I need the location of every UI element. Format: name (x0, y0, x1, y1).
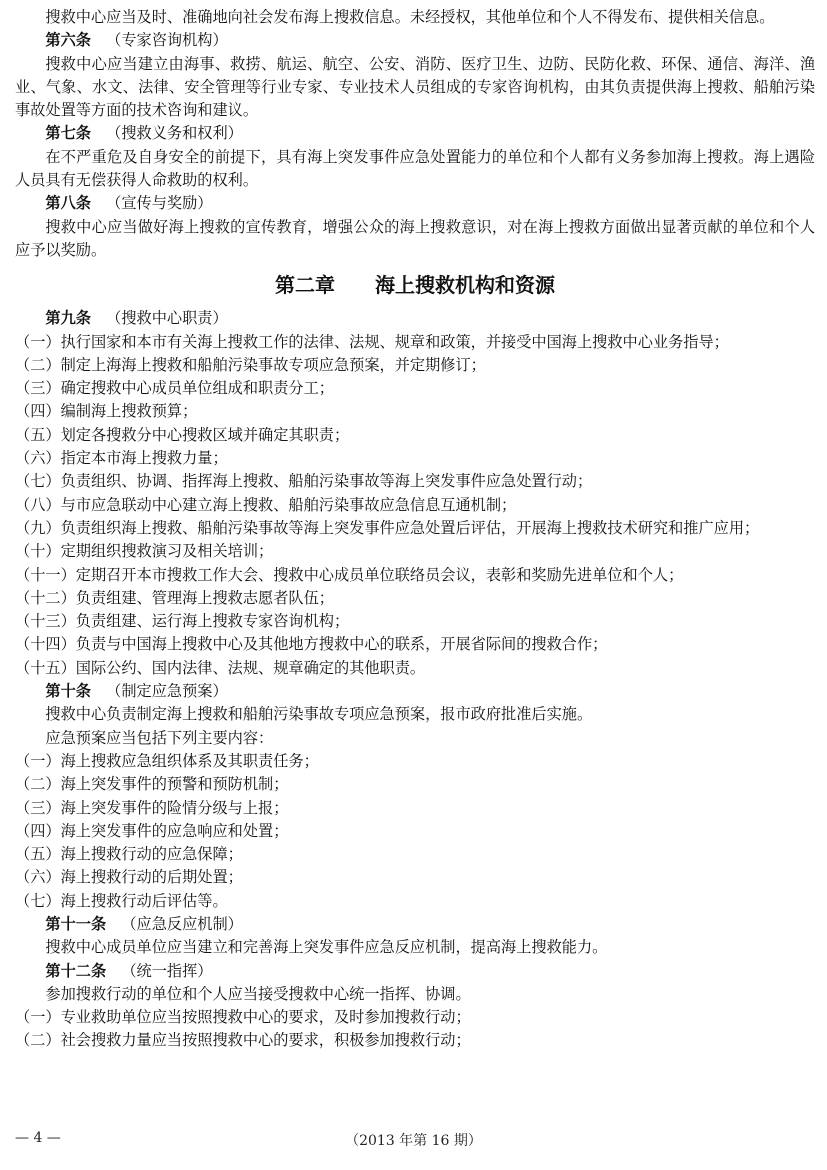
paragraph: 搜救中心负责制定海上搜救和船舶污染事故专项应急预案，报市政府批准后实施。 (45, 705, 593, 724)
article-number: 第十二条 (45, 961, 107, 980)
list-item: （十五）国际公约、国内法律、法规、规章确定的其他职责。 (15, 658, 426, 677)
list-item: （一）执行国家和本市有关海上搜救工作的法律、法规、规章和政策，并接受中国海上搜救中心业务指导； (15, 332, 729, 351)
list-item: （六）指定本市海上搜救力量； (15, 449, 228, 468)
article-number: 第十条 (45, 682, 91, 701)
article-number: 第九条 (45, 309, 91, 328)
article-heading (15, 913, 815, 936)
list-item: （十三）负责组建、运行海上搜救专家咨询机构； (15, 612, 350, 631)
article-heading (15, 122, 815, 145)
list-item: （十）定期组织搜救演习及相关培训； (15, 542, 274, 561)
list-item: （五）海上搜救行动的应急保障； (15, 845, 243, 864)
list-item: （四）海上突发事件的应急响应和处置； (15, 821, 289, 840)
article-title: （专家咨询机构） (106, 31, 228, 50)
article-title: （制定应急预案） (106, 682, 228, 701)
article-number: 第十一条 (45, 914, 107, 933)
page-number: — 4 — (15, 1130, 61, 1146)
list-item: （七）海上搜救行动后评估等。 (15, 891, 228, 910)
chapter-heading (15, 269, 815, 301)
list-item: （四）编制海上搜救预算； (15, 402, 198, 421)
list-item: （三）海上突发事件的险情分级与上报； (15, 798, 289, 817)
paragraph: 搜救中心应当及时、准确地向社会发布海上搜救信息。未经授权，其他单位和个人不得发布、提供相关信息。 (45, 8, 775, 26)
article-title: （应急反应机制） (121, 914, 243, 933)
list-item: （十四）负责与中国海上搜救中心及其他地方搜救中心的联系，开展省际间的搜救合作； (15, 635, 608, 654)
chapter-number: 第二章 (275, 273, 335, 298)
article-number: 第八条 (45, 194, 91, 213)
list-item: （七）负责组织、协调、指挥海上搜救、船舶污染事故等海上突发事件应急处置行动； (15, 472, 593, 491)
article-heading (15, 29, 815, 52)
list-item: （十一）定期召开本市搜救工作大会、搜救中心成员单位联络员会议，表彰和奖励先进单位和个人； (15, 565, 684, 584)
article-heading (15, 307, 815, 330)
paragraph: 搜救中心应当建立由海事、救捞、航运、航空、公安、消防、医疗卫生、边防、民防化救、环保、通信、海洋、渔业、气象、水文、法律、安全管理等行业专家、专业技术人员组成的专家咨询机构，由其负责提供海上搜救、船舶污染事故处置等方面的技术咨询和建议。 (15, 54, 815, 120)
paragraph: 搜救中心应当做好海上搜救的宣传教育，增强公众的海上搜救意识，对在海上搜救方面做出显著贡献的单位和个人应予以奖励。 (15, 217, 815, 259)
list-item: （九）负责组织海上搜救、船舶污染事故等海上突发事件应急处置后评估，开展海上搜救技术研究和推广应用； (15, 518, 760, 537)
article-title: （搜救义务和权利） (106, 124, 243, 143)
article-heading (15, 680, 815, 703)
issue-label: （2013 年第 16 期） (345, 1133, 482, 1149)
list-item: （八）与市应急联动中心建立海上搜救、船舶污染事故应急信息互通机制； (15, 495, 517, 514)
paragraph: 参加搜救行动的单位和个人应当接受搜救中心统一指挥、协调。 (45, 984, 471, 1003)
paragraph: 在不严重危及自身安全的前提下，具有海上突发事件应急处置能力的单位和个人都有义务参加海上搜救。海上遇险人员具有无偿获得人命救助的权利。 (15, 147, 815, 190)
list-item: （一）专业救助单位应当按照搜救中心的要求，及时参加搜救行动； (15, 1008, 471, 1027)
list-item: （六）海上搜救行动的后期处置； (15, 868, 243, 887)
chapter-title: 海上搜救机构和资源 (375, 273, 555, 298)
article-number: 第六条 (45, 31, 91, 50)
list-item: （二）海上突发事件的预警和预防机制； (15, 775, 289, 794)
list-item: （一）海上搜救应急组织体系及其职责任务； (15, 751, 319, 770)
article-title: （宣传与奖励） (106, 194, 213, 213)
article-heading (15, 960, 815, 983)
list-item: （十二）负责组建、管理海上搜救志愿者队伍； (15, 588, 334, 607)
list-item: （二）社会搜救力量应当按照搜救中心的要求，积极参加搜救行动； (15, 1031, 471, 1050)
list-item: （五）划定各搜救分中心搜救区域并确定其职责； (15, 425, 350, 444)
paragraph: 应急预案应当包括下列主要内容： (45, 728, 274, 747)
article-title: （统一指挥） (121, 961, 213, 980)
article-number: 第七条 (45, 124, 91, 143)
list-item: （三）确定搜救中心成员单位组成和职责分工； (15, 379, 334, 398)
paragraph: 搜救中心成员单位应当建立和完善海上突发事件应急反应机制，提高海上搜救能力。 (45, 938, 608, 957)
list-item: （二）制定上海海上搜救和船舶污染事故专项应急预案，并定期修订； (15, 355, 486, 374)
document-body (15, 6, 815, 1053)
article-title: （搜救中心职责） (106, 309, 228, 328)
article-heading (15, 192, 815, 215)
